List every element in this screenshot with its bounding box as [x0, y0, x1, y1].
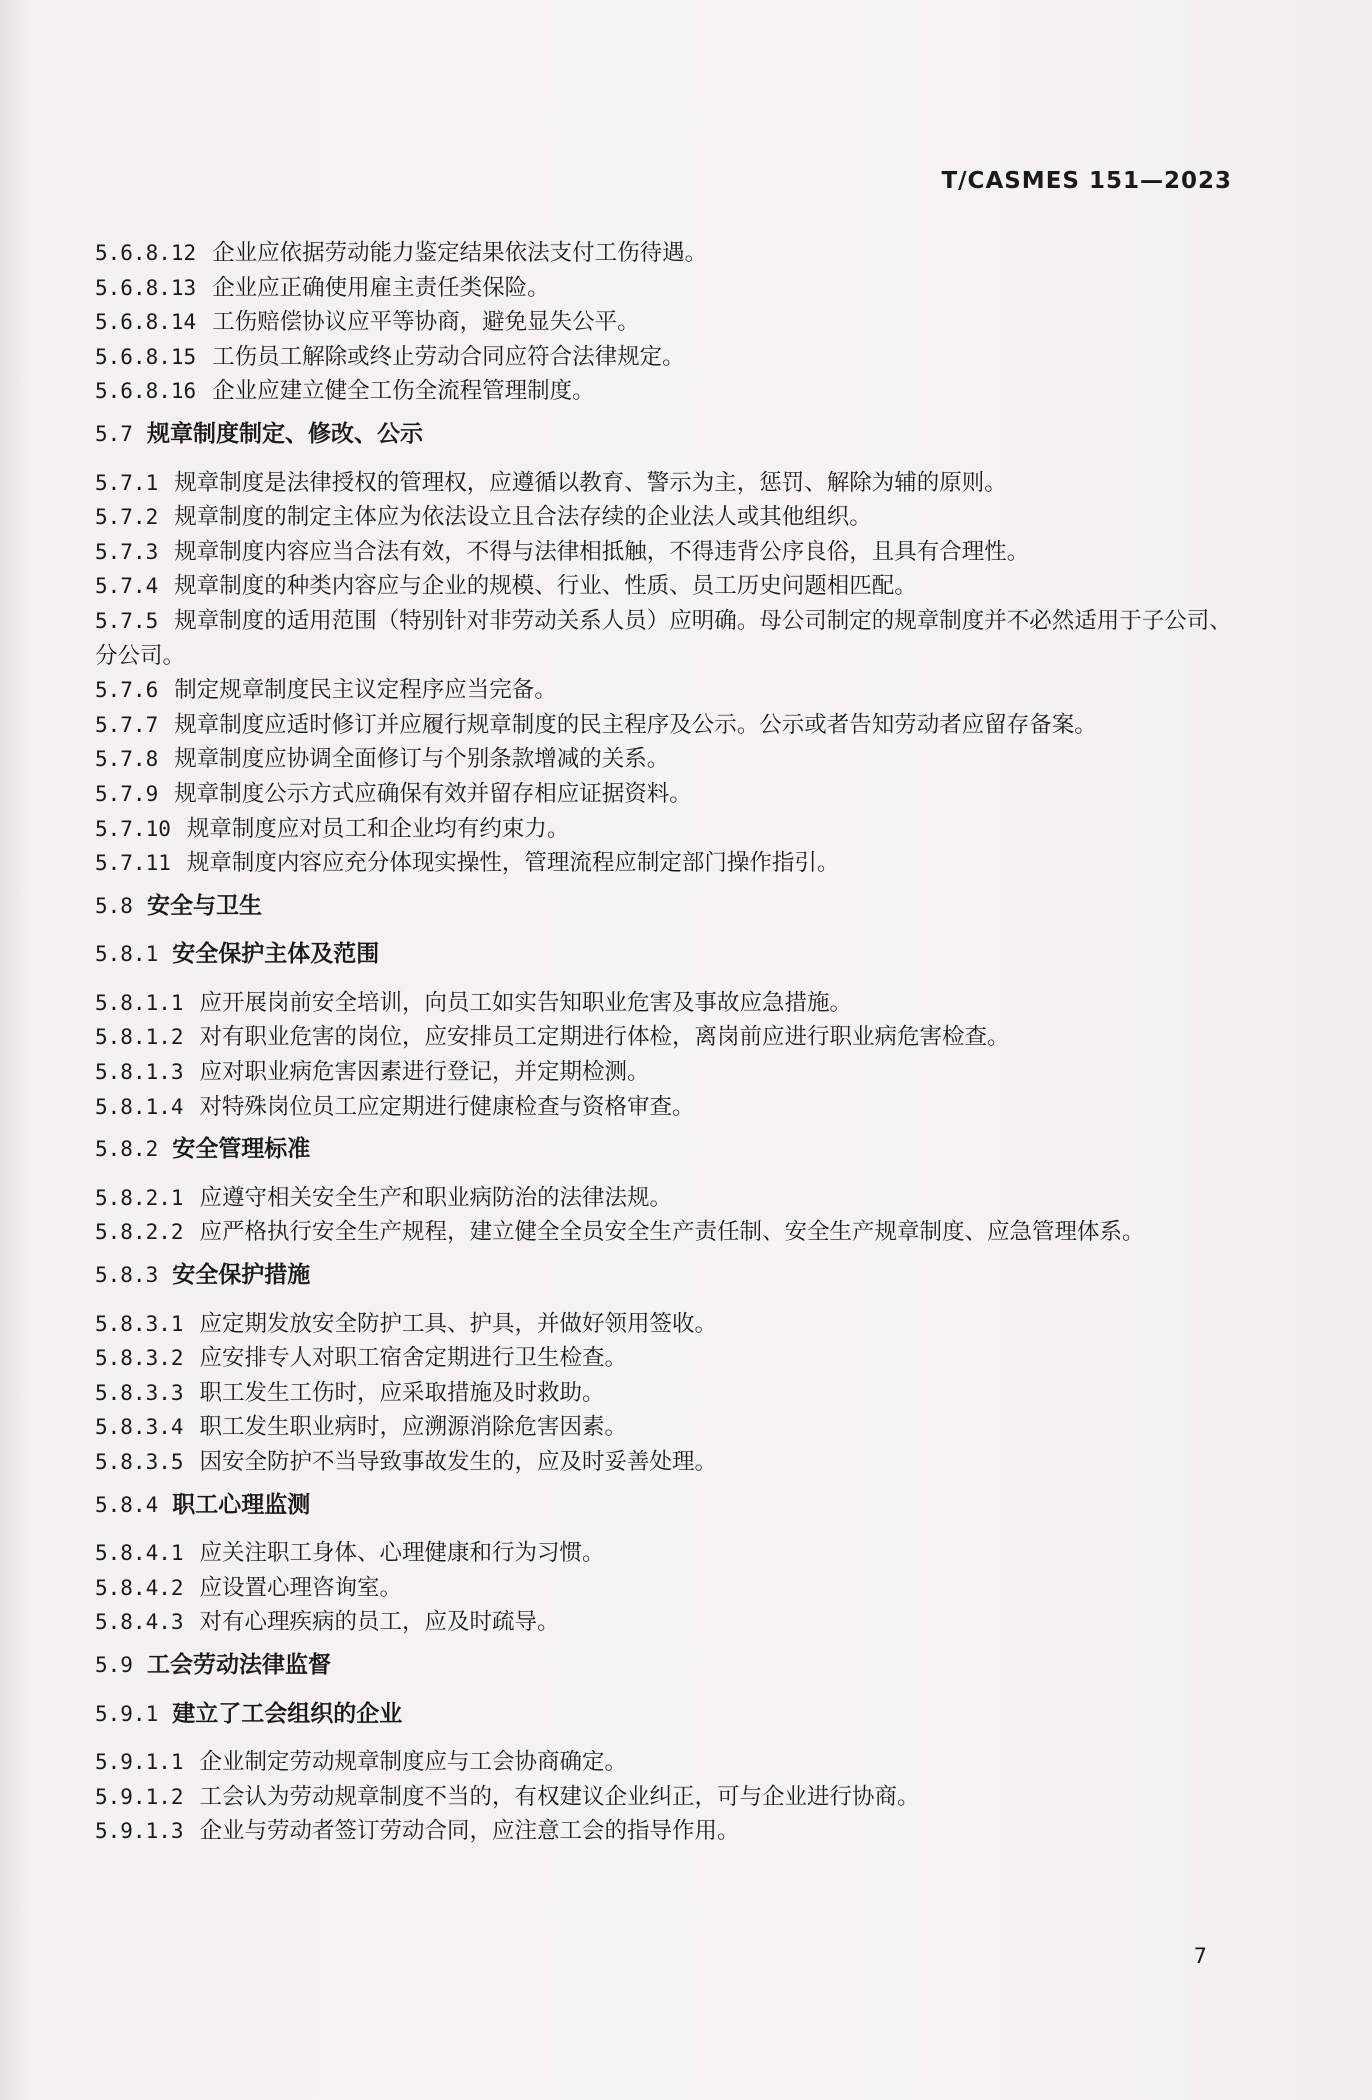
clause-item	[95, 846, 1235, 881]
clause-number: 5.7.9	[95, 781, 159, 806]
clause-number: 5.7.10	[95, 816, 171, 841]
clause-item	[95, 1410, 1235, 1445]
section-title: 安全与卫生	[146, 892, 262, 919]
section-number: 5.7	[95, 421, 133, 446]
section-heading	[95, 889, 1235, 924]
clause-item	[95, 1181, 1235, 1216]
clause-item	[95, 673, 1235, 708]
clause-number: 5.7.3	[95, 539, 159, 564]
clause-number: 5.6.8.14	[95, 310, 197, 335]
clause-item	[95, 604, 1235, 673]
clause-number: 5.8.1.2	[95, 1025, 184, 1050]
clause-text: 应遵守相关安全生产和职业病防治的法律法规。	[199, 1184, 673, 1211]
clause-text: 企业应正确使用雇主责任类保险。	[212, 274, 550, 301]
clause-text: 规章制度应协调全面修订与个别条款增减的关系。	[174, 746, 670, 773]
clause-number: 5.8.3.1	[95, 1311, 184, 1336]
clause-item	[95, 1341, 1235, 1376]
clause-item	[95, 1020, 1235, 1055]
clause-number: 5.7.2	[95, 505, 159, 530]
clause-number: 5.7.5	[95, 608, 159, 633]
clause-number: 5.7.8	[95, 747, 159, 772]
section-title: 工会劳动法律监督	[146, 1651, 331, 1678]
clause-number: 5.6.8.15	[95, 344, 197, 369]
section-number: 5.8	[95, 893, 133, 918]
clause-text: 工伤员工解除或终止劳动合同应符合法律规定。	[212, 343, 685, 370]
clause-item	[95, 305, 1235, 340]
clause-item	[95, 1536, 1235, 1571]
document-id: T/CASMES 151—2023	[941, 168, 1232, 194]
section-number: 5.8.4	[95, 1492, 159, 1517]
clause-item	[95, 1090, 1235, 1125]
clause-item	[95, 535, 1235, 570]
clause-text: 工伤赔偿协议应平等协商，避免显失公平。	[212, 309, 640, 336]
clause-number: 5.7.4	[95, 574, 159, 599]
section-title: 安全管理标准	[172, 1136, 311, 1163]
clause-number: 5.8.2.1	[95, 1185, 184, 1210]
clause-item	[95, 1307, 1235, 1342]
clause-item	[95, 1605, 1235, 1640]
clause-text: 企业应建立健全工伤全流程管理制度。	[212, 378, 595, 405]
section-heading	[95, 1132, 1235, 1167]
clause-text: 规章制度内容应当合法有效，不得与法律相抵触，不得违背公序良俗，且具有合理性。	[174, 538, 1030, 565]
clause-text: 应严格执行安全生产规程，建立健全全员安全生产责任制、安全生产规章制度、应急管理体系。	[199, 1219, 1145, 1246]
clause-text: 企业与劳动者签订劳动合同，应注意工会的指导作用。	[199, 1818, 740, 1845]
clause-number: 5.8.2.2	[95, 1220, 184, 1245]
clause-number: 5.8.3.2	[95, 1346, 184, 1371]
clause-text: 应定期发放安全防护工具、护具，并做好领用签收。	[199, 1310, 718, 1337]
section-number: 5.8.2	[95, 1137, 159, 1162]
section-title: 安全保护主体及范围	[172, 941, 380, 968]
page-number: 7	[1193, 1944, 1207, 1968]
clause-text: 应安排专人对职工宿舍定期进行卫生检查。	[199, 1345, 628, 1372]
clause-number: 5.9.1.1	[95, 1750, 184, 1775]
clause-number: 5.7.6	[95, 678, 159, 703]
clause-item	[95, 1780, 1235, 1815]
clause-item	[95, 236, 1235, 271]
clause-text: 规章制度的种类内容应与企业的规模、行业、性质、员工历史问题相匹配。	[174, 573, 917, 600]
clause-number: 5.7.7	[95, 712, 159, 737]
clause-number: 5.8.4.1	[95, 1541, 184, 1566]
section-title: 职工心理监测	[172, 1491, 311, 1518]
clause-text: 规章制度是法律授权的管理权，应遵循以教育、警示为主，惩罚、解除为辅的原则。	[174, 469, 1007, 496]
section-heading	[95, 1258, 1235, 1293]
section-heading	[95, 937, 1235, 972]
clause-text: 工会认为劳动规章制度不当的，有权建议企业纠正，可与企业进行协商。	[199, 1783, 920, 1810]
clause-item	[95, 708, 1235, 743]
clause-item	[95, 777, 1235, 812]
clause-item	[95, 986, 1235, 1021]
clause-text: 应关注职工身体、心理健康和行为习惯。	[199, 1540, 605, 1567]
clause-text: 规章制度公示方式应确保有效并留存相应证据资料。	[174, 780, 692, 807]
clause-number: 5.9.1.3	[95, 1819, 184, 1844]
clause-item	[95, 466, 1235, 501]
clause-item	[95, 500, 1235, 535]
clause-text: 规章制度应适时修订并应履行规章制度的民主程序及公示。公示或者告知劳动者应留存备案。	[174, 711, 1097, 738]
clause-text: 应设置心理咨询室。	[199, 1574, 403, 1601]
clause-number: 5.7.11	[95, 851, 171, 876]
clause-number: 5.8.1.4	[95, 1094, 184, 1119]
clause-item	[95, 1376, 1235, 1411]
clause-text: 规章制度应对员工和企业均有约束力。	[186, 815, 570, 842]
clause-text: 制定规章制度民主议定程序应当完备。	[174, 677, 557, 704]
section-number: 5.9.1	[95, 1701, 159, 1726]
clause-text: 企业制定劳动规章制度应与工会协商确定。	[199, 1749, 628, 1776]
clause-text: 对有职业危害的岗位，应安排员工定期进行体检，离岗前应进行职业病危害检查。	[199, 1024, 1010, 1051]
clause-number: 5.6.8.16	[95, 379, 197, 404]
clause-item	[95, 1814, 1235, 1849]
clause-text: 职工发生职业病时，应溯源消除危害因素。	[199, 1414, 628, 1441]
clause-number: 5.8.4.3	[95, 1610, 184, 1635]
section-title: 规章制度制定、修改、公示	[146, 420, 423, 447]
clause-item	[95, 271, 1235, 306]
clause-number: 5.6.8.12	[95, 241, 197, 265]
section-heading	[95, 1488, 1235, 1523]
clause-text: 因安全防护不当导致事故发生的，应及时妥善处理。	[199, 1449, 718, 1475]
clause-item	[95, 1055, 1235, 1090]
clause-number: 5.9.1.2	[95, 1784, 184, 1809]
clause-item	[95, 812, 1235, 847]
document-body	[95, 236, 1235, 1849]
section-heading	[95, 417, 1235, 452]
clause-text: 规章制度的适用范围（特别针对非劳动关系人员）应明确。母公司制定的规章制度并不必然适用于子公司、分公司。	[95, 607, 1232, 669]
clause-item	[95, 1745, 1235, 1780]
section-number: 5.8.3	[95, 1263, 159, 1288]
section-title: 安全保护措施	[172, 1262, 311, 1289]
clause-item	[95, 742, 1235, 777]
section-number: 5.9	[95, 1652, 133, 1677]
clause-number: 5.6.8.13	[95, 275, 197, 300]
clause-item	[95, 340, 1235, 375]
clause-number: 5.8.3.5	[95, 1450, 184, 1474]
clause-number: 5.8.1.1	[95, 990, 184, 1015]
clause-text: 对特殊岗位员工应定期进行健康检查与资格审查。	[199, 1093, 695, 1120]
clause-number: 5.8.4.2	[95, 1575, 184, 1600]
clause-text: 职工发生工伤时，应采取措施及时救助。	[199, 1379, 605, 1406]
clause-text: 应对职业病危害因素进行登记，并定期检测。	[199, 1059, 650, 1086]
clause-number: 5.8.3.3	[95, 1380, 184, 1405]
clause-text: 规章制度的制定主体应为依法设立且合法存续的企业法人或其他组织。	[174, 504, 872, 531]
section-heading	[95, 1697, 1235, 1732]
clause-text: 应开展岗前安全培训，向员工如实告知职业危害及事故应急措施。	[199, 989, 853, 1016]
clause-item	[95, 1215, 1235, 1250]
section-title: 建立了工会组织的企业	[172, 1700, 403, 1727]
clause-text: 对有心理疾病的员工，应及时疏导。	[199, 1609, 560, 1636]
clause-text: 企业应依据劳动能力鉴定结果依法支付工伤待遇。	[212, 240, 708, 266]
clause-item	[95, 569, 1235, 604]
clause-number: 5.8.1.3	[95, 1060, 184, 1085]
section-heading	[95, 1648, 1235, 1683]
section-number: 5.8.1	[95, 942, 159, 967]
clause-item	[95, 1445, 1235, 1480]
clause-item	[95, 1571, 1235, 1606]
clause-number: 5.8.3.4	[95, 1415, 184, 1440]
clause-text: 规章制度内容应充分体现实操性，管理流程应制定部门操作指引。	[186, 850, 840, 877]
clause-number: 5.7.1	[95, 470, 159, 495]
clause-item	[95, 374, 1235, 409]
